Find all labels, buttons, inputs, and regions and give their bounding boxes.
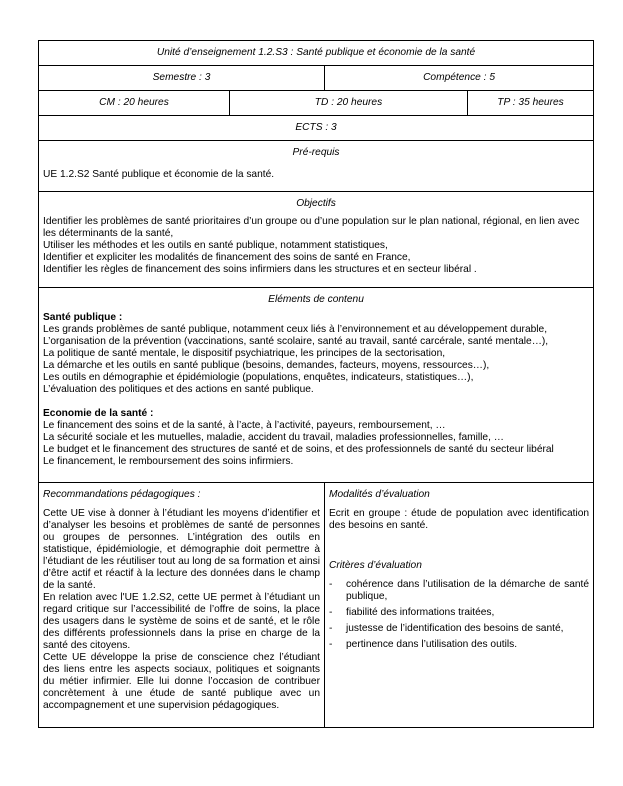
prerequis-row (39, 141, 594, 192)
td-hours: TD : 20 heures (230, 91, 468, 116)
modalites-text: Ecrit en groupe : étude de population avec identification des besoins en santé. (329, 508, 590, 531)
objectif-item: Identifier les règles de financement des soins infirmiers dans les structures et en secteur libéral . (43, 264, 477, 275)
recommandation-paragraph: Cette UE vise à donner à l’étudiant les moyens d’identifier et d’analyser les besoins et problèmes de santé de personnes ou groupes de personnes. L’intégration des outils en statistique, épidémiologie, et démographie doit permettre à l’étudiant de les réutiliser tout au long de sa formation et ainsi d’être actif et réactif à la lecture des données dans le champ de la santé. (43, 508, 320, 591)
title-row (39, 41, 594, 66)
contenu-item: La politique de santé mentale, le dispositif psychiatrique, les principes de la sectorisation, (43, 348, 446, 359)
contenu-item: La démarche et les outils en santé publique (besoins, demandes, facteurs, moyens, ressources…), (43, 360, 490, 371)
modalites-heading: Modalités d’évaluation (329, 489, 430, 500)
bullet-dash-icon: - (329, 639, 333, 650)
bullet-dash-icon: - (329, 623, 333, 634)
contenu-item: Le financement, le remboursement des soins infirmiers. (43, 456, 294, 467)
bullet-dash-icon: - (329, 579, 333, 590)
objectifs-row (39, 192, 594, 288)
prerequis-section (39, 141, 594, 192)
ects-row (39, 116, 594, 141)
economie-title: Economie de la santé : (43, 408, 154, 419)
semestre: Semestre : 3 (39, 66, 325, 91)
critere-item: - pertinence dans l’utilisation des outils. (329, 639, 518, 650)
criteres-list (329, 579, 589, 651)
bullet-dash-icon: - (329, 607, 333, 618)
ue-title: Unité d’enseignement 1.2.S3 : Santé publique et économie de la santé (39, 41, 594, 66)
critere-item: - cohérence dans l’utilisation de la démarche de santé publique, (329, 579, 590, 602)
ue-table (38, 40, 594, 728)
ects: ECTS : 3 (39, 116, 594, 141)
objectif-item: Utiliser les méthodes et les outils en santé publique, notamment statistiques, (43, 240, 388, 251)
contenu-heading: Eléments de contenu (268, 294, 364, 305)
sante-publique-title: Santé publique : (43, 312, 123, 323)
contenu-item: L’organisation de la prévention (vaccinations, santé scolaire, santé au travail, santé carcérale, santé mentale…), (43, 336, 549, 347)
critere-item: - fiabilité des informations traitées, (329, 607, 495, 618)
prerequis-text: UE 1.2.S2 Santé publique et économie de la santé. (43, 169, 275, 180)
contenu-item: Le financement des soins et de la santé, à l’acte, à l’activité, payeurs, remboursement, … (43, 420, 446, 431)
ue-document (38, 40, 593, 728)
recommandations-heading: Recommandations pédagogiques : (43, 489, 201, 500)
objectif-item: Identifier les problèmes de santé prioritaires d’un groupe ou d’une population sur le plan national, régional, en lien avec les déterminants de la santé, (43, 216, 580, 239)
recommandation-paragraph: En relation avec l'UE 1.2.S2, cette UE permet à l’étudiant un regard critique sur l’accessibilité de l’offre de soins, la place des usagers dans le système de soins et de santé, et le rôle des différents professionnels dans la prise en charge de la santé des citoyens. (43, 592, 320, 651)
objectifs-section (39, 192, 594, 288)
contenu-item: La sécurité sociale et les mutuelles, maladie, accident du travail, maladies professionnelles, famille, … (43, 432, 504, 443)
cm-hours: CM : 20 heures (39, 91, 230, 116)
tp-hours: TP : 35 heures (468, 91, 594, 116)
contenu-section (39, 288, 594, 483)
prerequis-heading: Pré-requis (292, 147, 340, 158)
critere-item: - justesse de l’identification des besoins de santé, (329, 623, 564, 634)
recommandations-section (39, 483, 325, 728)
economie-block (43, 408, 589, 468)
recommandation-paragraph: Cette UE développe la prise de conscience chez l’étudiant des liens entre les aspects sociaux, politiques et soignants du métier infirmier. Elle lui donne l’occasion de contribuer concrètement à une étude de santé publique avec un accompagnement et une supervision pédagogiques. (43, 652, 320, 711)
sante-publique-block (43, 312, 589, 396)
semestre-competence-row (39, 66, 594, 91)
contenu-item: L’évaluation des politiques et des actions en santé publique. (43, 384, 314, 395)
contenu-row (39, 288, 594, 483)
objectif-item: Identifier et expliciter les modalités de financement des soins de santé en France, (43, 252, 411, 263)
contenu-item: Les outils en démographie et épidémiologie (populations, enquêtes, indicateurs, statistiques…), (43, 372, 474, 383)
objectifs-list (43, 216, 589, 276)
competence: Compétence : 5 (325, 66, 594, 91)
contenu-item: Les grands problèmes de santé publique, notamment ceux liés à l’environnement et au développement durable, (43, 324, 548, 335)
contenu-item: Le budget et le financement des structures de santé et de soins, et des professionnels de santé du secteur libéral (43, 444, 554, 455)
hours-row (39, 91, 594, 116)
evaluation-section (325, 483, 594, 728)
bottom-row (39, 483, 594, 728)
criteres-heading: Critères d’évaluation (329, 560, 422, 571)
objectifs-heading: Objectifs (296, 198, 336, 209)
